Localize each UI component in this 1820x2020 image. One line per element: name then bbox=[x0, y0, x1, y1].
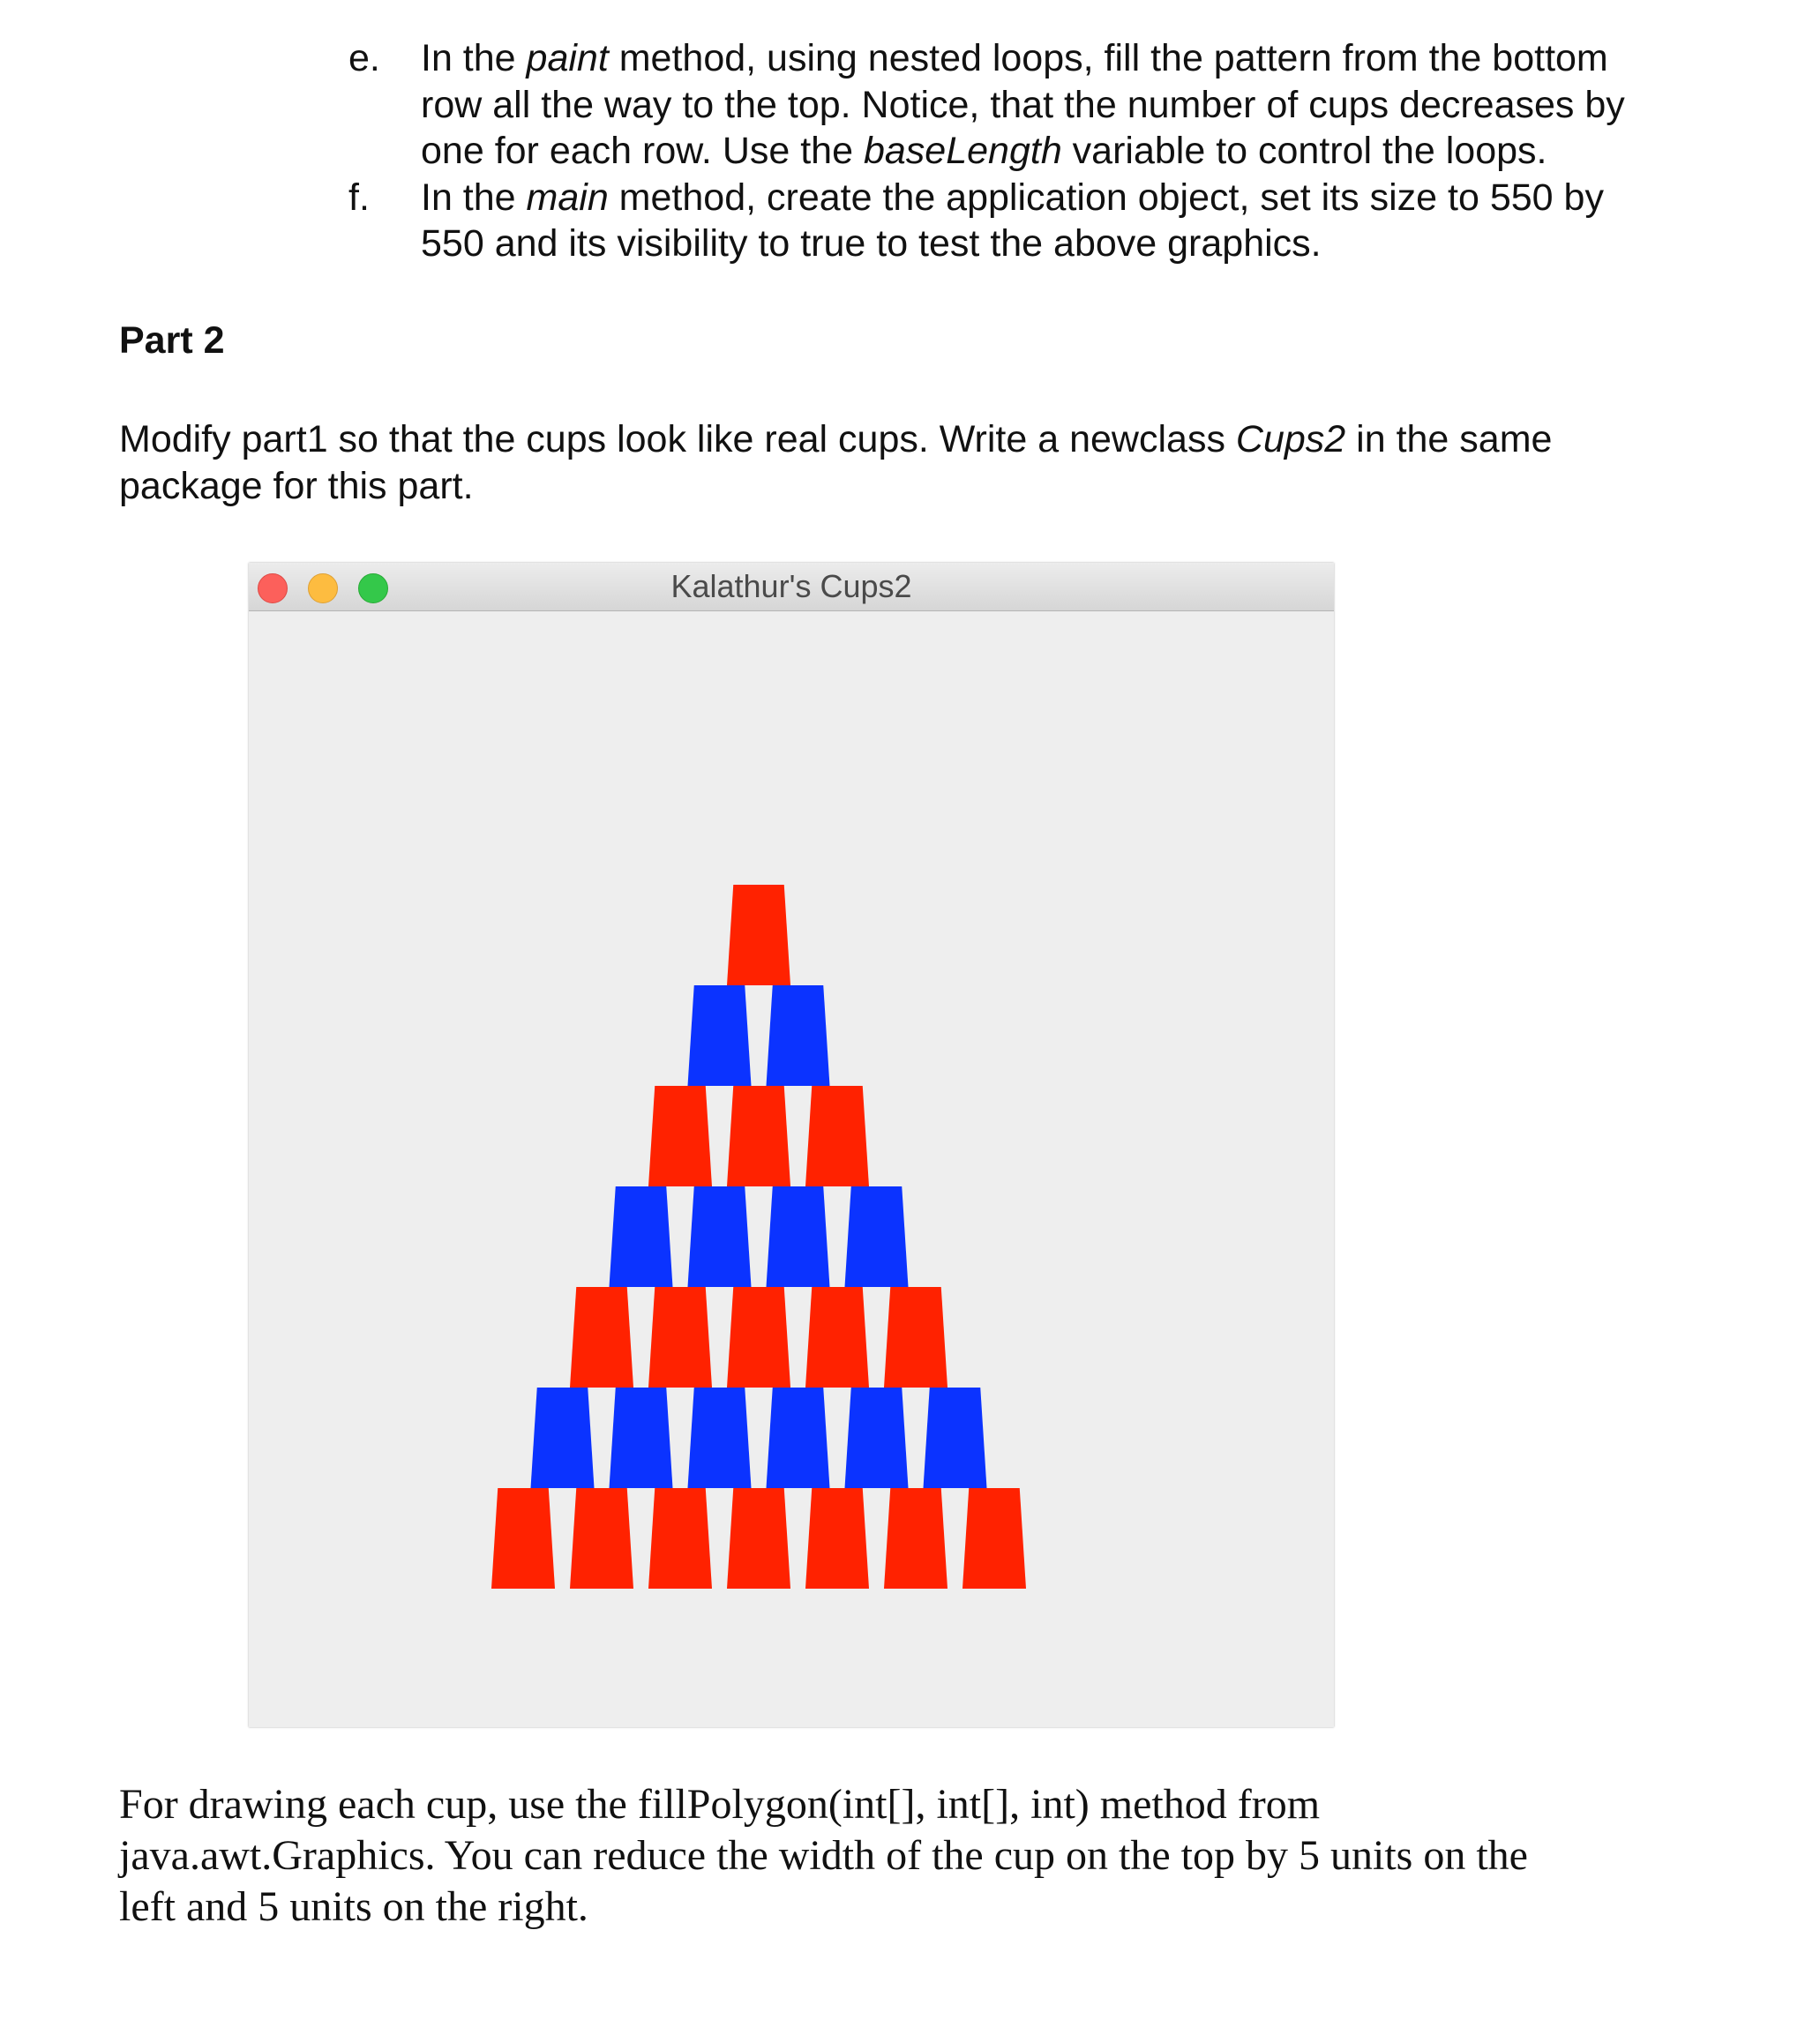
footer-line: left and 5 units on the right. bbox=[119, 1883, 588, 1930]
cup-red bbox=[727, 1086, 790, 1186]
footer-line: java.awt.Graphics. You can reduce the width of the cup on the top by 5 units on the bbox=[119, 1832, 1528, 1879]
cup-red bbox=[805, 1287, 869, 1388]
instruction-marker: f. bbox=[348, 176, 370, 219]
cup-red bbox=[491, 1488, 555, 1589]
cup-red bbox=[648, 1488, 712, 1589]
cup-red bbox=[648, 1086, 712, 1186]
cup-blue bbox=[688, 1186, 752, 1287]
cup-red bbox=[570, 1488, 633, 1589]
cup-red bbox=[805, 1488, 869, 1589]
instruction-line: row all the way to the top. Notice, that the number of cups decreases by bbox=[421, 83, 1625, 126]
instruction-line: one for each row. Use the baseLength variable to control the loops. bbox=[421, 130, 1547, 172]
cup-blue bbox=[845, 1186, 909, 1287]
cup-red bbox=[570, 1287, 633, 1388]
part2-heading: Part 2 bbox=[119, 319, 225, 362]
cup-red bbox=[884, 1287, 947, 1388]
footer-line: For drawing each cup, use the fillPolygon(int[], int[], int) method from bbox=[119, 1781, 1321, 1828]
cup-blue bbox=[767, 985, 830, 1086]
cup-blue bbox=[845, 1388, 909, 1488]
cup-blue bbox=[688, 985, 752, 1086]
window-titlebar[interactable] bbox=[249, 563, 1334, 611]
cup-blue bbox=[531, 1388, 595, 1488]
app-window bbox=[249, 563, 1334, 1727]
cup-blue bbox=[767, 1186, 830, 1287]
part2-description bbox=[119, 416, 1707, 510]
cup-blue bbox=[767, 1388, 830, 1488]
cup-blue bbox=[610, 1186, 673, 1287]
instruction-item bbox=[348, 35, 1725, 175]
cup-red bbox=[727, 1488, 790, 1589]
paragraph-line: Modify part1 so that the cups look like real cups. Write a newclass Cups2 in the same bbox=[119, 418, 1553, 460]
cups-canvas bbox=[249, 611, 1334, 1727]
cup-blue bbox=[688, 1388, 752, 1488]
cup-red bbox=[962, 1488, 1026, 1589]
instruction-marker: e. bbox=[348, 37, 380, 79]
instruction-item bbox=[348, 175, 1725, 267]
cup-blue bbox=[610, 1388, 673, 1488]
instruction-line: In the paint method, using nested loops, fill the pattern from the bottom bbox=[421, 37, 1608, 79]
footer-text bbox=[119, 1779, 1751, 1933]
cup-red bbox=[805, 1086, 869, 1186]
cup-red bbox=[727, 885, 790, 985]
instruction-line: 550 and its visibility to true to test the above graphics. bbox=[421, 222, 1322, 265]
window-title: Kalathur's Cups2 bbox=[670, 568, 912, 604]
paragraph-line: package for this part. bbox=[119, 465, 474, 507]
instruction-line: In the main method, create the application object, set its size to 550 by bbox=[421, 176, 1604, 219]
cup-blue bbox=[924, 1388, 987, 1488]
cup-red bbox=[884, 1488, 947, 1589]
instruction-list bbox=[348, 35, 1725, 267]
cup-red bbox=[727, 1287, 790, 1388]
cup-red bbox=[648, 1287, 712, 1388]
